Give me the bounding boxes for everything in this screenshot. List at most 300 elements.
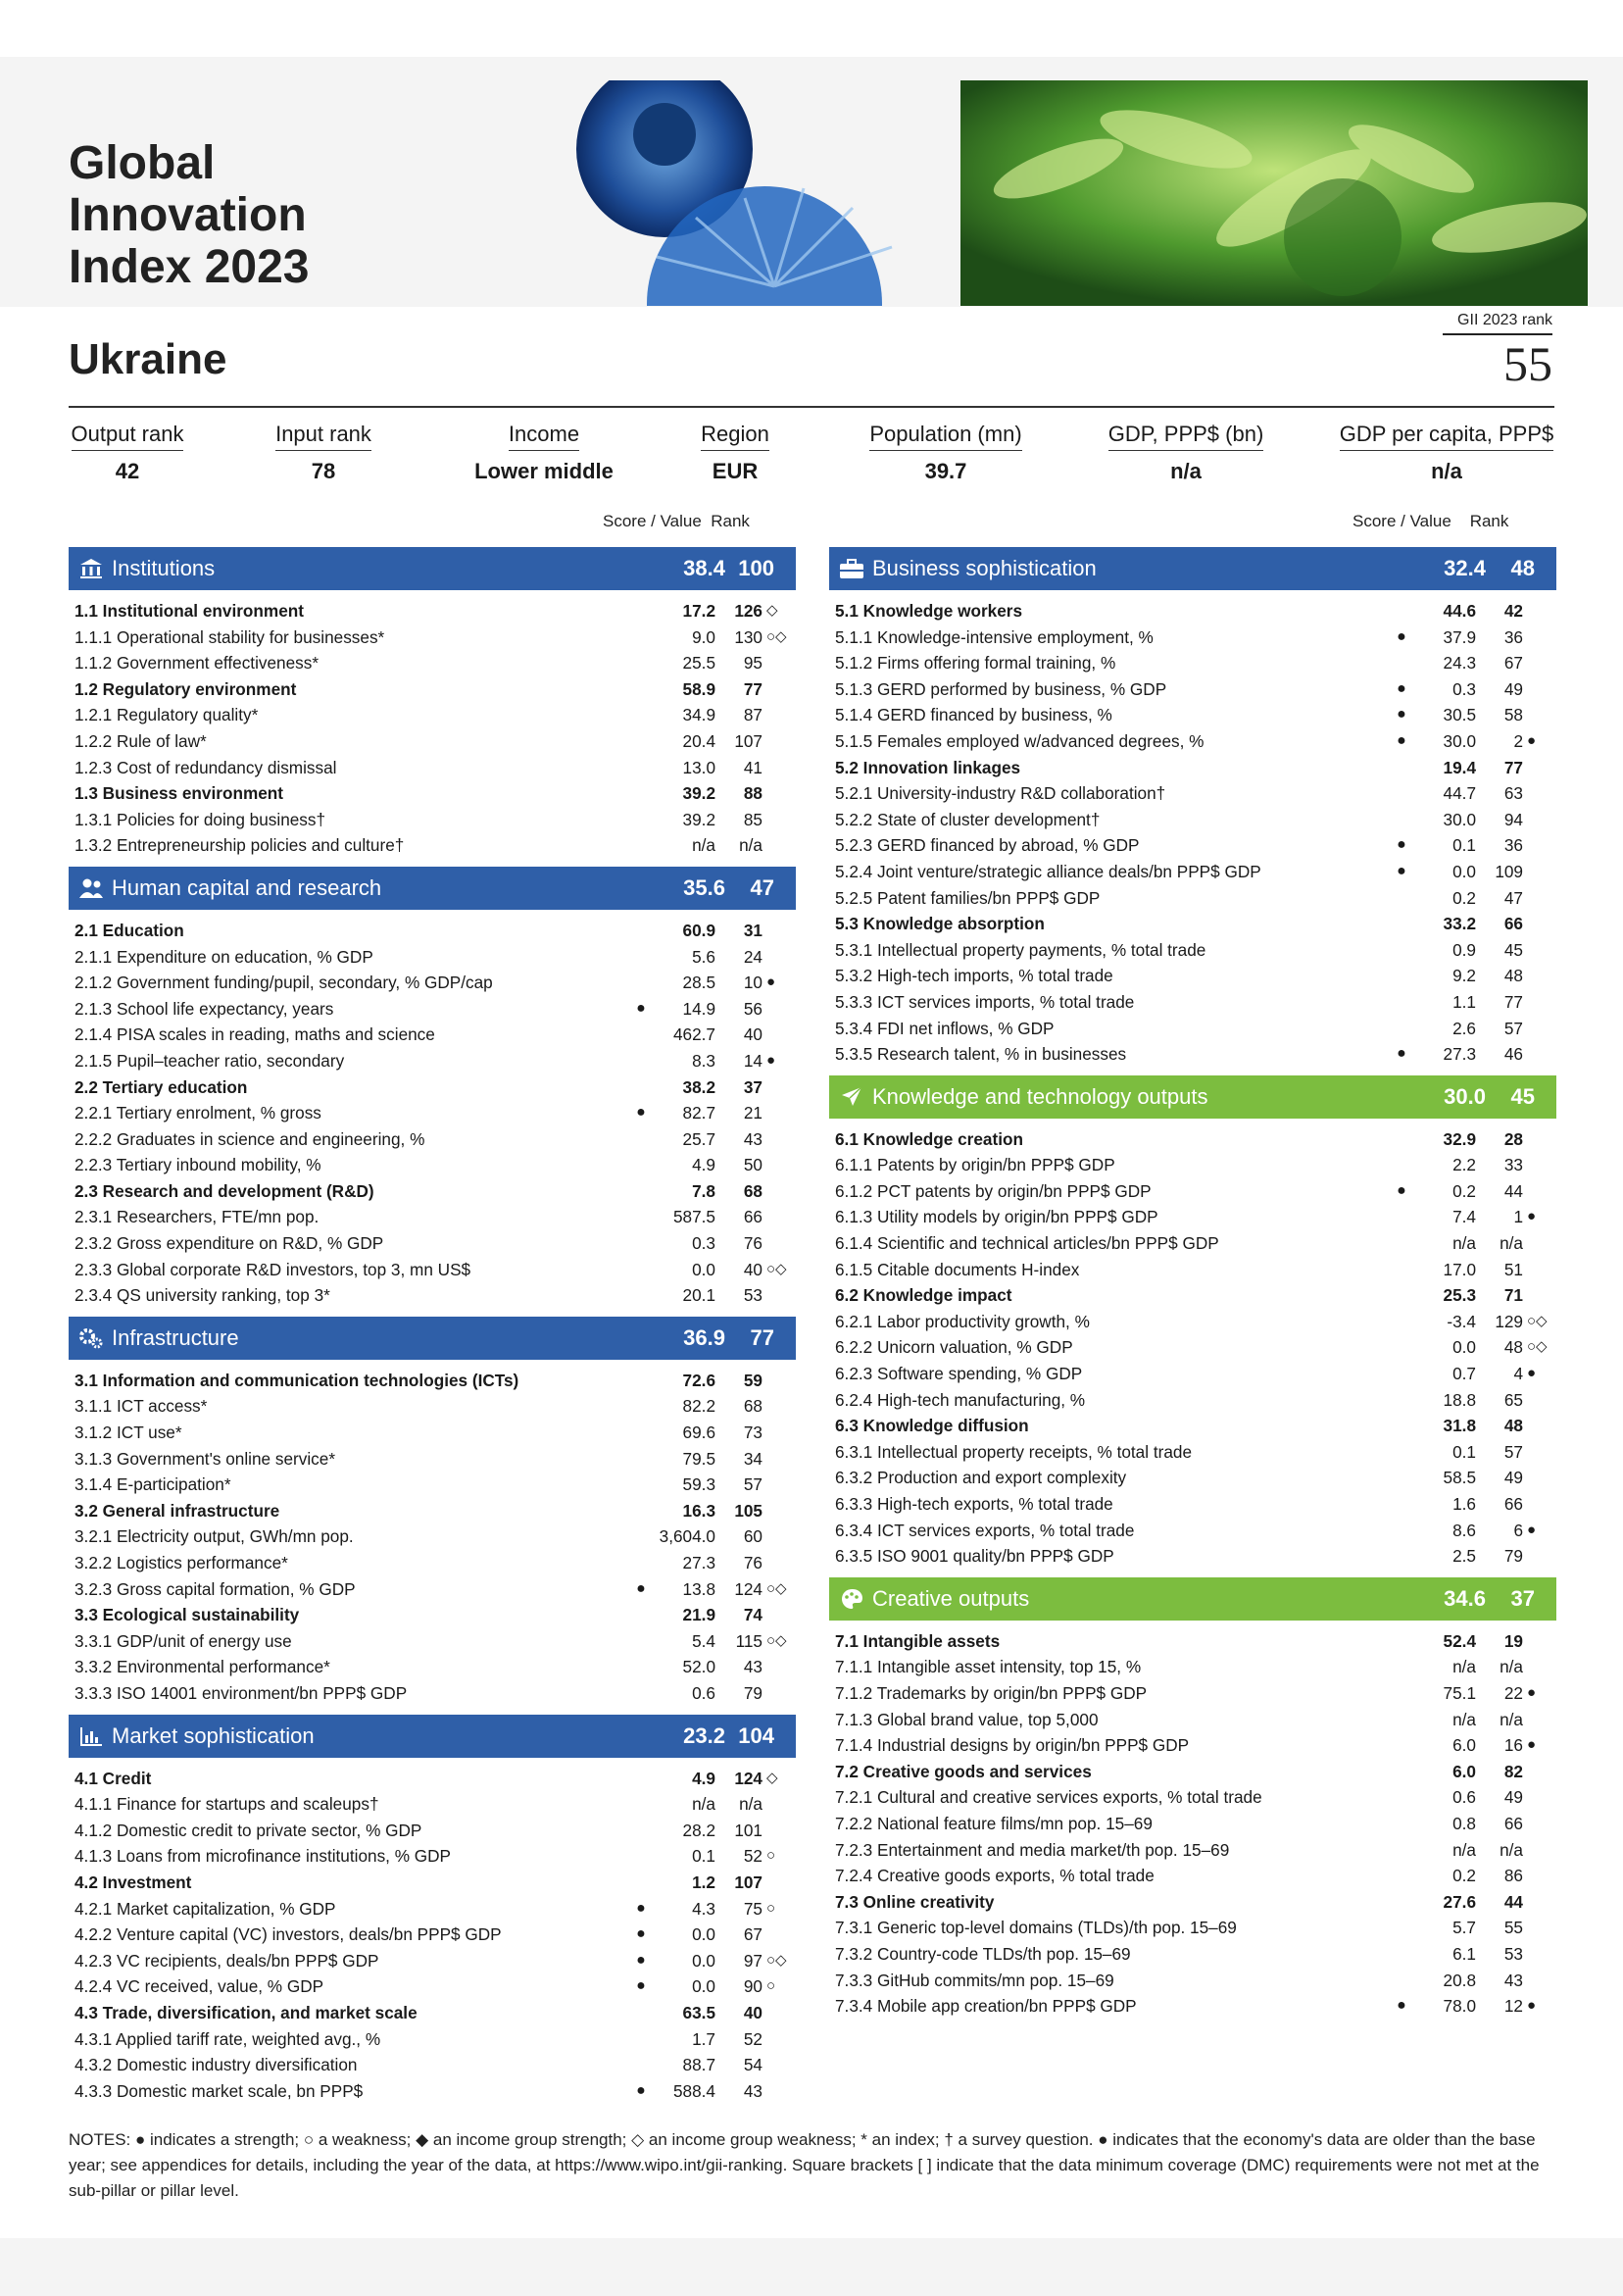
- indicator-score: 72.6: [682, 1370, 715, 1390]
- indicator-score: 0.2: [1452, 1866, 1476, 1886]
- pillar-name: Institutions: [112, 556, 216, 580]
- indicator-label: 7.2.2 National feature films/mn pop. 15–69: [835, 1813, 1153, 1833]
- indicator-label: 4.1.1 Finance for startups and scaleups†: [74, 1794, 379, 1815]
- indicator-marker: ●: [1397, 731, 1406, 749]
- indicator-marker: ●: [1397, 1181, 1406, 1199]
- indicator-row: [69, 1576, 796, 1603]
- indicator-rank: 97: [743, 1950, 762, 1971]
- indicator-label: 5.2.4 Joint venture/strategic alliance deals/bn PPP$ GDP: [835, 861, 1261, 881]
- indicator-score: 2.2: [1452, 1155, 1476, 1175]
- indicator-score: 5.4: [692, 1630, 715, 1651]
- indicator-label: 5.1.2 Firms offering formal training, %: [835, 653, 1116, 674]
- score-header: Score / Value: [603, 512, 702, 530]
- indicator-label: 6.2.1 Labor productivity growth, %: [835, 1311, 1090, 1331]
- indicator-score: 4.9: [692, 1768, 715, 1788]
- indicator-rank: 37: [743, 1076, 762, 1097]
- indicator-score: 8.6: [1452, 1520, 1476, 1540]
- indicator-rank: 88: [743, 783, 762, 804]
- key-label: GDP per capita, PPP$: [1340, 422, 1554, 451]
- indicator-score: 587.5: [672, 1207, 715, 1227]
- indicator-label: 3.3.2 Environmental performance*: [74, 1657, 330, 1677]
- indicator-score: 0.2: [1452, 1180, 1476, 1201]
- indicator-label: 6.2.3 Software spending, % GDP: [835, 1364, 1083, 1384]
- indicator-label: 6.1 Knowledge creation: [835, 1128, 1023, 1149]
- indicator-score: 37.9: [1443, 626, 1476, 647]
- indicator-row: [829, 989, 1556, 1016]
- indicator-row: [69, 702, 796, 728]
- indicator-score: 17.2: [682, 601, 715, 621]
- indicator-rank: 34: [743, 1448, 762, 1469]
- indicator-row: [829, 807, 1556, 833]
- indicator-label: 1.3 Business environment: [74, 783, 284, 804]
- indicator-rank: 16: [1503, 1735, 1523, 1756]
- indicator-score: 33.2: [1443, 914, 1476, 934]
- country-name: Ukraine: [69, 335, 227, 383]
- indicator-label: 5.2.3 GERD financed by abroad, % GDP: [835, 835, 1140, 856]
- indicator-row: [829, 1732, 1556, 1759]
- key-value: 39.7: [924, 459, 967, 483]
- key-gdp-per-capita: [1339, 422, 1554, 484]
- indicator-rank: 87: [743, 705, 762, 725]
- indicator-rank: 28: [1503, 1128, 1523, 1149]
- indicator-rank: 40: [743, 2002, 762, 2022]
- indicator-score: 0.9: [1452, 939, 1476, 960]
- indicator-score: 5.6: [692, 946, 715, 967]
- indicator-score: 59.3: [682, 1474, 715, 1495]
- indicator-row: [69, 1048, 796, 1074]
- indicator-rank: 65: [1503, 1389, 1523, 1410]
- indicator-rank: 42: [1503, 601, 1523, 621]
- indicator-label: 1.1 Institutional environment: [74, 601, 304, 621]
- indicator-score: 18.8: [1443, 1389, 1476, 1410]
- key-value: n/a: [1170, 459, 1202, 483]
- indicator-rank: 52: [743, 2028, 762, 2049]
- indicator-row: [829, 859, 1556, 885]
- pillar-header: [829, 1075, 1556, 1119]
- report-title: [69, 137, 480, 293]
- indicator-flags: ●: [1527, 731, 1537, 749]
- indicator-rank: 68: [743, 1396, 762, 1417]
- indicator-score: 0.3: [692, 1233, 715, 1254]
- subpillar-row: [69, 1368, 796, 1394]
- indicator-score: 58.9: [682, 678, 715, 699]
- indicator-row: [69, 1152, 796, 1178]
- indicator-rank: n/a: [1500, 1709, 1523, 1729]
- indicator-row: [829, 702, 1556, 728]
- institution-icon: [76, 558, 106, 579]
- indicator-score: 17.0: [1443, 1259, 1476, 1279]
- pillar-score: 35.6: [683, 874, 725, 900]
- key-value: 42: [115, 459, 140, 483]
- indicator-score: 60.9: [682, 920, 715, 940]
- indicator-rank: 50: [743, 1155, 762, 1175]
- indicator-rank: 40: [743, 1259, 762, 1279]
- indicator-rank: 76: [743, 1233, 762, 1254]
- indicator-label: 3.2.1 Electricity output, GWh/mn pop.: [74, 1526, 354, 1547]
- indicator-row: [829, 1465, 1556, 1491]
- indicator-rank: 126: [734, 601, 762, 621]
- indicator-row: [829, 1178, 1556, 1205]
- indicator-score: 38.2: [682, 1076, 715, 1097]
- score-header: Score / Value: [1352, 512, 1451, 530]
- chart-icon: [76, 1725, 106, 1747]
- indicator-row: [829, 728, 1556, 755]
- indicator-score: 6.1: [1452, 1943, 1476, 1964]
- notes: NOTES: ● indicates a strength; ○ a weakness; ◆ an income group strength; ◇ an income group weakness; * an index; † a survey question. ● indicates that the economy's data are older than the base year; see appendices for details, including the year of the data, at https://www.wipo.int/gii-ranking. Square brackets [ ] indicate that the data minimum coverage (DMC) requirements were not met at the sub-pillar or pillar level.: [69, 2130, 1540, 2200]
- gii-rank-value: 55: [1443, 333, 1552, 392]
- indicator-score: n/a: [692, 1794, 715, 1815]
- pillar-rank: 47: [750, 874, 774, 900]
- pillar-gap: [69, 859, 796, 867]
- indicator-score: 13.0: [682, 757, 715, 777]
- subpillar-row: [69, 1074, 796, 1101]
- key-value: 78: [311, 459, 336, 483]
- indicator-score: 7.8: [692, 1180, 715, 1201]
- subpillar-row: [69, 1766, 796, 1792]
- subpillar-row: [69, 780, 796, 807]
- indicator-label: 7.1.2 Trademarks by origin/bn PPP$ GDP: [835, 1682, 1148, 1703]
- indicator-score: n/a: [1452, 1709, 1476, 1729]
- pillar-header: [69, 1317, 796, 1360]
- indicator-row: [829, 1680, 1556, 1707]
- title-line: Index 2023: [69, 241, 310, 293]
- indicator-score: n/a: [1452, 1839, 1476, 1860]
- indicator-row: [829, 1309, 1556, 1335]
- pillar-header: [829, 1577, 1556, 1621]
- indicator-score: 0.1: [1452, 835, 1476, 856]
- indicator-score: 30.0: [1443, 730, 1476, 751]
- indicator-rank: 45: [1503, 939, 1523, 960]
- indicator-flags: ○: [766, 1977, 776, 1995]
- indicator-score: 6.0: [1452, 1735, 1476, 1756]
- indicator-row: [69, 1948, 796, 1974]
- indicator-label: 4.2.3 VC recipients, deals/bn PPP$ GDP: [74, 1950, 379, 1971]
- key-label: Input rank: [275, 422, 371, 451]
- indicator-rank: 33: [1503, 1155, 1523, 1175]
- indicator-rank: 53: [1503, 1943, 1523, 1964]
- indicator-rank: 56: [743, 998, 762, 1019]
- indicator-rank: 1: [1513, 1207, 1523, 1227]
- indicator-rank: 74: [743, 1605, 762, 1625]
- pillar-name: Creative outputs: [872, 1585, 1030, 1611]
- indicator-score: 34.9: [682, 705, 715, 725]
- rank-header: Rank: [1469, 512, 1509, 530]
- indicator-rank: 79: [1503, 1546, 1523, 1567]
- indicator-label: 5.3.5 Research talent, % in businesses: [835, 1044, 1127, 1065]
- key-output-rank: [69, 422, 186, 484]
- indicator-score: 31.8: [1443, 1416, 1476, 1436]
- indicator-row: [829, 1334, 1556, 1361]
- indicator-rank: 115: [735, 1630, 762, 1651]
- indicator-label: 6.1.5 Citable documents H-index: [835, 1259, 1080, 1279]
- indicator-score: 0.8: [1452, 1813, 1476, 1833]
- indicator-label: 5.1.3 GERD performed by business, % GDP: [835, 678, 1167, 699]
- indicator-row: [69, 2026, 796, 2053]
- key-label: Output rank: [72, 422, 184, 451]
- gii-rank-label: GII 2023 rank: [1457, 312, 1552, 328]
- indicator-rank: 41: [743, 757, 762, 777]
- indicator-rank: 54: [743, 2055, 762, 2075]
- indicator-label: 3.1.4 E-participation*: [74, 1474, 231, 1495]
- indicator-marker: ●: [1397, 679, 1406, 697]
- indicator-score: 27.3: [682, 1553, 715, 1572]
- key-label: Population (mn): [869, 422, 1021, 451]
- pillar-name: Infrastructure: [112, 1324, 239, 1350]
- indicator-flags: ◇: [766, 1769, 778, 1786]
- indicator-rank: 68: [743, 1180, 762, 1201]
- indicator-label: 2.3.2 Gross expenditure on R&D, % GDP: [74, 1233, 384, 1254]
- indicator-flags: ●: [766, 973, 776, 991]
- indicator-label: 2.1.1 Expenditure on education, % GDP: [74, 946, 373, 967]
- pillar-name: Knowledge and technology outputs: [872, 1083, 1208, 1109]
- indicator-marker: ●: [636, 999, 646, 1017]
- indicator-row: [829, 676, 1556, 703]
- indicator-rank: 130: [734, 626, 762, 647]
- indicator-label: 5.3.4 FDI net inflows, % GDP: [835, 1018, 1055, 1038]
- subpillar-row: [69, 676, 796, 703]
- indicator-marker: ●: [1397, 1045, 1406, 1063]
- indicator-label: 6.2.4 High-tech manufacturing, %: [835, 1389, 1086, 1410]
- indicator-rank: 21: [743, 1103, 762, 1123]
- indicator-row: [69, 1204, 796, 1230]
- indicator-rank: 57: [743, 1474, 762, 1495]
- hero-image: [549, 80, 1588, 306]
- indicator-row: [69, 1230, 796, 1257]
- indicator-score: 0.6: [1452, 1787, 1476, 1808]
- indicator-row: [829, 1491, 1556, 1518]
- indicator-score: 0.7: [1452, 1364, 1476, 1384]
- indicator-flags: ●: [766, 1051, 776, 1069]
- indicator-rank: 129: [1495, 1311, 1523, 1331]
- indicator-label: 4.3.2 Domestic industry diversification: [74, 2055, 358, 2075]
- indicator-rank: 51: [1503, 1259, 1523, 1279]
- indicator-rank: 44: [1503, 1180, 1523, 1201]
- indicator-flags: ◇: [766, 602, 778, 619]
- indicator-row: [69, 1257, 796, 1283]
- indicator-score: 1.7: [692, 2028, 715, 2049]
- indicator-row: [69, 2052, 796, 2078]
- indicator-label: 7.1 Intangible assets: [835, 1630, 1001, 1651]
- indicator-label: 2.3.4 QS university ranking, top 3*: [74, 1285, 330, 1306]
- indicator-label: 6.1.4 Scientific and technical articles/bn PPP$ GDP: [835, 1233, 1219, 1254]
- indicator-row: [829, 1784, 1556, 1811]
- subpillar-row: [69, 1178, 796, 1205]
- indicator-rank: n/a: [1500, 1657, 1523, 1677]
- indicator-row: [829, 1439, 1556, 1466]
- indicator-row: [69, 624, 796, 651]
- indicator-score: 20.1: [682, 1285, 715, 1306]
- pillar-header: [69, 547, 796, 590]
- title-line: Global: [69, 137, 216, 189]
- indicator-label: 1.2.3 Cost of redundancy dismissal: [74, 757, 337, 777]
- indicator-flags: ●: [1527, 1521, 1537, 1538]
- indicator-label: 2.2 Tertiary education: [74, 1076, 248, 1097]
- indicator-label: 4.2.4 VC received, value, % GDP: [74, 1976, 324, 1997]
- left-column-header: [603, 512, 750, 531]
- indicator-score: 0.3: [1452, 678, 1476, 699]
- pillar-gap: [829, 1068, 1556, 1075]
- indicator-label: 5.3.1 Intellectual property payments, % total trade: [835, 939, 1206, 960]
- indicator-rank: n/a: [739, 1794, 762, 1815]
- indicator-label: 7.2.4 Creative goods exports, % total trade: [835, 1866, 1155, 1886]
- pillar-score: 23.2: [683, 1722, 725, 1748]
- indicator-score: 28.2: [682, 1820, 715, 1840]
- indicator-flags: ○: [766, 1899, 776, 1917]
- pillar-score: 30.0: [1444, 1083, 1486, 1109]
- indicator-score: 88.7: [682, 2055, 715, 2075]
- indicator-label: 3.3.3 ISO 14001 environment/bn PPP$ GDP: [74, 1682, 408, 1703]
- header-divider: [69, 406, 1554, 408]
- indicator-label: 4.1.3 Loans from microfinance institutions, % GDP: [74, 1846, 452, 1867]
- indicator-label: 7.3.2 Country-code TLDs/th pop. 15–69: [835, 1943, 1131, 1964]
- indicator-score: 20.8: [1443, 1970, 1476, 1990]
- indicator-flags: ○◇: [766, 1951, 787, 1969]
- indicator-row: [829, 780, 1556, 807]
- indicator-score: n/a: [1452, 1657, 1476, 1677]
- indicator-label: 7.2.3 Entertainment and media market/th pop. 15–69: [835, 1839, 1230, 1860]
- indicator-label: 3.2.3 Gross capital formation, % GDP: [74, 1578, 356, 1599]
- indicator-row: [69, 1446, 796, 1472]
- indicator-rank: 36: [1503, 626, 1523, 647]
- indicator-rank: 101: [734, 1820, 762, 1840]
- palette-icon: [837, 1588, 866, 1610]
- indicator-rank: 49: [1503, 1468, 1523, 1488]
- indicator-label: 7.3.4 Mobile app creation/bn PPP$ GDP: [835, 1996, 1137, 2017]
- indicator-score: 69.6: [682, 1423, 715, 1443]
- indicator-label: 3.3.1 GDP/unit of energy use: [74, 1630, 292, 1651]
- indicator-row: [829, 1863, 1556, 1889]
- pillar-rank: 37: [1510, 1585, 1535, 1611]
- indicator-rank: n/a: [739, 835, 762, 856]
- indicator-rank: 2: [1513, 730, 1523, 751]
- indicator-row: [829, 1993, 1556, 2020]
- indicator-rank: 73: [743, 1423, 762, 1443]
- indicator-label: 2.3.3 Global corporate R&D investors, top 3, mn US$: [74, 1259, 471, 1279]
- indicator-rank: 46: [1503, 1044, 1523, 1065]
- indicator-rank: 57: [1503, 1441, 1523, 1462]
- indicator-flags: ●: [1527, 1683, 1537, 1701]
- indicator-row: [829, 1543, 1556, 1570]
- indicator-score: 21.9: [682, 1605, 715, 1625]
- indicator-rank: 79: [743, 1682, 762, 1703]
- indicator-row: [69, 970, 796, 996]
- indicator-label: 3.1.1 ICT access*: [74, 1396, 208, 1417]
- indicator-score: 82.7: [682, 1103, 715, 1123]
- indicator-score: 1.6: [1452, 1494, 1476, 1514]
- indicator-score: 4.3: [692, 1898, 715, 1919]
- indicator-score: 0.1: [692, 1846, 715, 1867]
- subpillar-row: [829, 598, 1556, 624]
- indicator-score: 0.2: [1452, 887, 1476, 908]
- indicator-rank: 52: [743, 1846, 762, 1867]
- indicator-label: 3.1 Information and communication technologies (ICTs): [74, 1370, 519, 1390]
- subpillar-row: [829, 755, 1556, 781]
- indicator-score: n/a: [692, 835, 715, 856]
- indicator-score: n/a: [1452, 1233, 1476, 1254]
- indicator-marker: ●: [636, 2081, 646, 2099]
- indicator-row: [69, 2078, 796, 2105]
- indicator-flags: ●: [1527, 1997, 1537, 2015]
- indicator-row: [69, 650, 796, 676]
- indicator-score: 20.4: [682, 730, 715, 751]
- indicator-row: [69, 755, 796, 781]
- indicator-rank: 124: [734, 1578, 762, 1599]
- indicator-label: 5.2.5 Patent families/bn PPP$ GDP: [835, 887, 1101, 908]
- indicator-rank: 43: [743, 1128, 762, 1149]
- pillar-rank: 104: [738, 1722, 774, 1748]
- indicator-label: 1.2.1 Regulatory quality*: [74, 705, 259, 725]
- indicator-label: 4.3.3 Domestic market scale, bn PPP$: [74, 2080, 364, 2101]
- title-line: Innovation: [69, 189, 307, 241]
- indicator-label: 6.3 Knowledge diffusion: [835, 1416, 1029, 1436]
- indicator-row: [829, 1654, 1556, 1680]
- indicator-marker: ●: [636, 1104, 646, 1122]
- pillar-gap: [829, 1570, 1556, 1577]
- indicator-flags: ●: [1527, 1365, 1537, 1382]
- indicator-label: 4.3.1 Applied tariff rate, weighted avg., %: [74, 2028, 381, 2049]
- key-region: [686, 422, 784, 484]
- indicator-row: [829, 1152, 1556, 1178]
- indicator-label: 6.3.3 High-tech exports, % total trade: [835, 1494, 1113, 1514]
- indicator-marker: ●: [1397, 1997, 1406, 2015]
- indicator-rank: 66: [743, 1207, 762, 1227]
- subpillar-row: [69, 918, 796, 944]
- indicator-label: 2.1.5 Pupil–teacher ratio, secondary: [74, 1050, 345, 1071]
- indicator-row: [829, 1518, 1556, 1544]
- indicator-rank: 4: [1513, 1364, 1523, 1384]
- indicator-rank: 86: [1503, 1866, 1523, 1886]
- indicator-row: [69, 728, 796, 755]
- indicator-label: 5.3 Knowledge absorption: [835, 914, 1045, 934]
- indicator-score: 0.6: [692, 1682, 715, 1703]
- indicator-rank: 94: [1503, 809, 1523, 829]
- pillar-score: 34.6: [1444, 1585, 1486, 1611]
- indicator-rank: 6: [1513, 1520, 1523, 1540]
- indicator-flags: ●: [1527, 1208, 1537, 1225]
- indicator-rank: 82: [1503, 1761, 1523, 1781]
- indicator-rank: 49: [1503, 1787, 1523, 1808]
- key-value: EUR: [712, 459, 759, 483]
- indicator-score: 39.2: [682, 783, 715, 804]
- pillar-header: [829, 547, 1556, 590]
- indicator-score: 39.2: [682, 809, 715, 829]
- indicator-rank: 107: [734, 730, 762, 751]
- subpillar-row: [829, 1628, 1556, 1655]
- indicator-label: 7.1.3 Global brand value, top 5,000: [835, 1709, 1099, 1729]
- indicator-label: 1.2.2 Rule of law*: [74, 730, 207, 751]
- indicator-score: 44.7: [1443, 783, 1476, 804]
- indicator-flags: ○◇: [766, 1579, 787, 1597]
- indicator-rank: 77: [1503, 991, 1523, 1012]
- indicator-row: [69, 1922, 796, 1948]
- subpillar-row: [69, 2000, 796, 2026]
- indicator-score: 52.4: [1443, 1630, 1476, 1651]
- key-label: Region: [701, 422, 769, 451]
- indicator-rank: 60: [743, 1526, 762, 1547]
- indicator-row: [829, 1041, 1556, 1068]
- indicator-label: 2.2.3 Tertiary inbound mobility, %: [74, 1155, 321, 1175]
- pillar-gap: [69, 1309, 796, 1317]
- indicator-score: 14.9: [682, 998, 715, 1019]
- indicator-row: [69, 1472, 796, 1498]
- indicator-score: -3.4: [1447, 1311, 1476, 1331]
- indicator-label: 5.2.2 State of cluster development†: [835, 809, 1101, 829]
- indicator-flags: ●: [1527, 1736, 1537, 1754]
- indicator-label: 6.2 Knowledge impact: [835, 1285, 1012, 1306]
- left-column: [69, 547, 796, 2104]
- indicator-row: [69, 1126, 796, 1153]
- indicator-rank: 49: [1503, 678, 1523, 699]
